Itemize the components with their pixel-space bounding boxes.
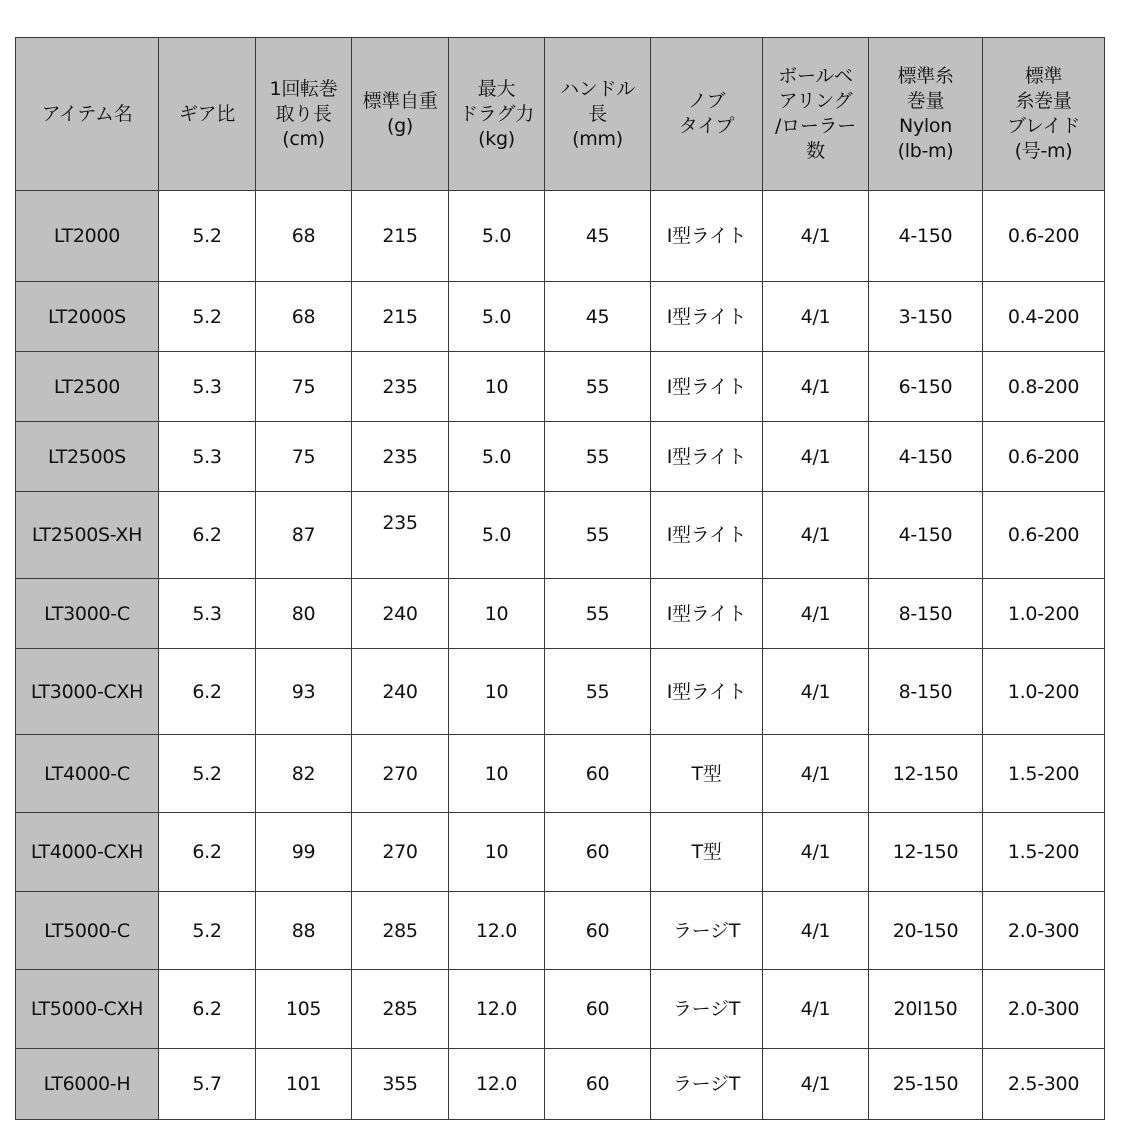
cell-value: LT3000-CXH <box>30 680 144 703</box>
cell-gear-ratio <box>159 492 256 579</box>
cell-handle-length <box>545 492 651 579</box>
cell-value: 68 <box>291 225 316 247</box>
cell-value: 75 <box>291 375 316 398</box>
cell-value: 8-150 <box>898 680 953 703</box>
cell-knob-type <box>651 352 763 422</box>
cell-bearings <box>763 1049 869 1120</box>
item-name-cell <box>16 492 159 579</box>
table-row <box>16 191 1105 282</box>
column-header-line: 標準 <box>1024 65 1063 87</box>
cell-value: 215 <box>382 225 418 247</box>
column-header-line: 糸巻量 <box>1015 90 1072 112</box>
table-row <box>16 1049 1105 1120</box>
cell-value: 235 <box>382 445 418 468</box>
item-name-cell <box>16 579 159 649</box>
cell-max-drag <box>449 492 545 579</box>
cell-value: T型 <box>691 841 722 863</box>
cell-handle-length <box>545 892 651 970</box>
cell-knob-type <box>651 892 763 970</box>
cell-bearings <box>763 191 869 282</box>
cell-value: 4/1 <box>800 524 831 546</box>
cell-bearings <box>763 735 869 813</box>
table-row <box>16 892 1105 970</box>
table-row <box>16 813 1105 892</box>
column-header-line: 取り長 <box>275 102 332 125</box>
cell-knob-type <box>651 191 763 282</box>
cell-value: 355 <box>382 1073 418 1095</box>
cell-value: 1.0-200 <box>1007 602 1080 625</box>
cell-value: 88 <box>291 919 316 942</box>
cell-knob-type <box>651 735 763 813</box>
cell-max-drag <box>449 422 545 492</box>
cell-bearings <box>763 492 869 579</box>
column-header-line: /ローラー <box>775 115 856 137</box>
item-name-cell <box>16 191 159 282</box>
cell-value: 80 <box>291 602 316 625</box>
cell-value: 270 <box>382 841 418 863</box>
table-row <box>16 282 1105 352</box>
cell-bearings <box>763 970 869 1049</box>
cell-value: 4/1 <box>800 1073 831 1095</box>
cell-value: 45 <box>585 225 610 247</box>
cell-handle-length <box>545 813 651 892</box>
cell-weight <box>352 1049 449 1120</box>
cell-value: 5.3 <box>192 602 222 625</box>
table-header <box>16 38 1105 191</box>
column-header-line: Nylon <box>899 115 952 137</box>
cell-value: ラージT <box>672 919 741 942</box>
cell-max-drag <box>449 649 545 735</box>
cell-value: 68 <box>291 305 316 328</box>
column-header-line: 1回転巻 <box>269 77 338 100</box>
cell-value: 82 <box>291 762 316 785</box>
cell-value: 75 <box>291 445 316 468</box>
cell-value: 4/1 <box>800 225 831 247</box>
cell-value: 240 <box>382 602 418 625</box>
cell-handle-length <box>545 579 651 649</box>
cell-value: 2.0-300 <box>1007 919 1080 942</box>
cell-knob-type <box>651 422 763 492</box>
cell-bearings <box>763 352 869 422</box>
cell-value: 4/1 <box>800 919 831 942</box>
cell-knob-type <box>651 579 763 649</box>
column-header-line: 最大 <box>477 77 516 100</box>
cell-value: 5.2 <box>192 305 222 328</box>
cell-value: LT5000-CXH <box>30 998 144 1020</box>
cell-retrieve <box>256 1049 352 1120</box>
cell-nylon-capacity <box>869 579 983 649</box>
cell-max-drag <box>449 813 545 892</box>
cell-value: I型ライト <box>666 375 747 398</box>
cell-gear-ratio <box>159 282 256 352</box>
cell-value: LT2500S <box>48 445 126 468</box>
cell-value: 12.0 <box>475 919 518 942</box>
column-header-line: 巻量 <box>906 90 945 112</box>
cell-braid-capacity <box>983 352 1105 422</box>
cell-gear-ratio <box>159 1049 256 1120</box>
table-row <box>16 352 1105 422</box>
cell-nylon-capacity <box>869 191 983 282</box>
item-name-cell <box>16 649 159 735</box>
cell-handle-length <box>545 352 651 422</box>
cell-value: 105 <box>285 998 322 1020</box>
column-header-max-drag <box>449 38 545 191</box>
cell-weight <box>352 282 449 352</box>
cell-value: 270 <box>382 762 418 785</box>
item-name-cell <box>16 352 159 422</box>
cell-value: 45 <box>585 305 610 328</box>
column-header-knob-type <box>651 38 763 191</box>
cell-braid-capacity <box>983 892 1105 970</box>
cell-value: 55 <box>585 375 610 398</box>
cell-value: 10 <box>484 841 509 863</box>
cell-value: 0.6-200 <box>1007 445 1080 468</box>
cell-value: 6.2 <box>192 524 222 546</box>
cell-gear-ratio <box>159 352 256 422</box>
cell-value: 8-150 <box>898 602 953 625</box>
column-header-line: 長 <box>588 102 607 125</box>
cell-value: I型ライト <box>666 445 747 468</box>
cell-value: LT2500 <box>53 375 121 398</box>
cell-braid-capacity <box>983 970 1105 1049</box>
cell-weight <box>352 492 449 579</box>
item-name-cell <box>16 970 159 1049</box>
cell-gear-ratio <box>159 191 256 282</box>
cell-value: LT4000-C <box>44 762 130 785</box>
table-row <box>16 970 1105 1049</box>
cell-value: LT3000-C <box>44 602 130 625</box>
cell-braid-capacity <box>983 735 1105 813</box>
cell-value: 60 <box>585 998 610 1020</box>
cell-nylon-capacity <box>869 1049 983 1120</box>
cell-value: ラージT <box>672 998 741 1020</box>
cell-value: 5.3 <box>192 445 222 468</box>
cell-value: 5.0 <box>481 225 512 247</box>
cell-value: I型ライト <box>666 305 747 328</box>
cell-gear-ratio <box>159 813 256 892</box>
cell-bearings <box>763 649 869 735</box>
cell-braid-capacity <box>983 282 1105 352</box>
cell-value: 285 <box>382 998 418 1020</box>
cell-max-drag <box>449 735 545 813</box>
cell-bearings <box>763 892 869 970</box>
cell-retrieve <box>256 813 352 892</box>
cell-value: 4/1 <box>800 602 831 625</box>
cell-value: 2.0-300 <box>1007 998 1080 1020</box>
cell-value: LT2000 <box>53 225 121 247</box>
column-header-line: アリング <box>778 90 853 112</box>
reel-spec-table <box>15 37 1105 1120</box>
cell-weight <box>352 352 449 422</box>
cell-weight <box>352 970 449 1049</box>
cell-value: LT5000-C <box>44 919 130 942</box>
cell-value: 4/1 <box>800 305 831 328</box>
cell-nylon-capacity <box>869 892 983 970</box>
cell-value: 285 <box>382 919 418 942</box>
cell-weight <box>352 735 449 813</box>
cell-knob-type <box>651 649 763 735</box>
cell-value: 0.6-200 <box>1007 225 1080 247</box>
cell-value: 5.0 <box>481 305 512 328</box>
column-header-bearings <box>763 38 869 191</box>
column-header-weight <box>352 38 449 191</box>
cell-handle-length <box>545 1049 651 1120</box>
cell-value: 60 <box>585 841 610 863</box>
cell-value: 10 <box>484 602 509 625</box>
table-row <box>16 649 1105 735</box>
cell-max-drag <box>449 282 545 352</box>
cell-max-drag <box>449 1049 545 1120</box>
cell-value: LT6000-H <box>43 1073 131 1095</box>
cell-value: 60 <box>585 919 610 942</box>
cell-value: 12-150 <box>892 841 959 863</box>
cell-knob-type <box>651 1049 763 1120</box>
cell-value: I型ライト <box>666 680 747 703</box>
cell-knob-type <box>651 492 763 579</box>
cell-value: 12.0 <box>475 998 518 1020</box>
cell-weight <box>352 813 449 892</box>
cell-max-drag <box>449 191 545 282</box>
cell-value: LT4000-CXH <box>30 841 144 863</box>
item-name-cell <box>16 735 159 813</box>
cell-weight <box>352 579 449 649</box>
cell-braid-capacity <box>983 649 1105 735</box>
cell-nylon-capacity <box>869 735 983 813</box>
column-header-gear-ratio <box>159 38 256 191</box>
cell-max-drag <box>449 579 545 649</box>
cell-retrieve <box>256 735 352 813</box>
cell-value: 240 <box>382 680 418 703</box>
cell-value: 0.6-200 <box>1007 524 1080 546</box>
cell-knob-type <box>651 813 763 892</box>
cell-retrieve <box>256 352 352 422</box>
column-header-item <box>16 38 159 191</box>
cell-retrieve <box>256 191 352 282</box>
cell-value: 12.0 <box>475 1073 518 1095</box>
cell-value: 5.0 <box>481 445 512 468</box>
column-header-nylon-capacity <box>869 38 983 191</box>
item-name-cell <box>16 422 159 492</box>
cell-value: 1.0-200 <box>1007 680 1080 703</box>
cell-handle-length <box>545 282 651 352</box>
cell-max-drag <box>449 970 545 1049</box>
cell-bearings <box>763 579 869 649</box>
cell-gear-ratio <box>159 892 256 970</box>
cell-value: 6.2 <box>192 841 222 863</box>
cell-value: 4/1 <box>800 762 831 785</box>
cell-gear-ratio <box>159 735 256 813</box>
cell-value: 5.0 <box>481 524 512 546</box>
cell-value: 4/1 <box>800 680 831 703</box>
item-name-cell <box>16 1049 159 1120</box>
cell-gear-ratio <box>159 422 256 492</box>
cell-value: 4/1 <box>800 841 831 863</box>
cell-value: 2.5-300 <box>1007 1073 1080 1095</box>
column-header-line: (lb-m) <box>897 140 954 162</box>
cell-value: 3-150 <box>898 305 953 328</box>
cell-retrieve <box>256 579 352 649</box>
cell-value: 1.5-200 <box>1007 841 1080 863</box>
cell-weight <box>352 191 449 282</box>
cell-value: 4-150 <box>898 445 953 468</box>
cell-value: 12-150 <box>892 762 959 785</box>
cell-value: 5.2 <box>192 225 222 247</box>
cell-nylon-capacity <box>869 970 983 1049</box>
cell-value: 10 <box>484 762 509 785</box>
cell-handle-length <box>545 735 651 813</box>
table-row <box>16 422 1105 492</box>
column-header-line: 標準糸 <box>897 65 954 87</box>
cell-handle-length <box>545 970 651 1049</box>
item-name-cell <box>16 282 159 352</box>
cell-max-drag <box>449 892 545 970</box>
cell-nylon-capacity <box>869 649 983 735</box>
cell-value: 20l150 <box>893 998 958 1020</box>
cell-value: 0.4-200 <box>1007 305 1080 328</box>
cell-value: 55 <box>585 680 610 703</box>
cell-value: 215 <box>382 305 418 328</box>
cell-value: 235 <box>382 375 418 398</box>
cell-gear-ratio <box>159 970 256 1049</box>
cell-retrieve <box>256 970 352 1049</box>
column-header-line: ブレイド <box>1006 115 1081 137</box>
cell-max-drag <box>449 352 545 422</box>
cell-braid-capacity <box>983 813 1105 892</box>
cell-value: 55 <box>585 524 610 546</box>
column-header-line: 標準自重 <box>362 90 438 112</box>
cell-value: 4/1 <box>800 445 831 468</box>
table-row <box>16 492 1105 579</box>
item-name-cell <box>16 813 159 892</box>
column-header-braid-capacity <box>983 38 1105 191</box>
cell-value: 5.2 <box>192 919 222 942</box>
column-header-line: ボールベ <box>778 65 853 87</box>
column-header-line: ノブ <box>687 90 726 112</box>
cell-value: 4-150 <box>898 524 953 546</box>
item-name-cell <box>16 892 159 970</box>
cell-bearings <box>763 813 869 892</box>
column-header-line: (kg) <box>478 127 515 150</box>
cell-value: LT2500S-XH <box>31 524 143 546</box>
cell-nylon-capacity <box>869 492 983 579</box>
cell-gear-ratio <box>159 579 256 649</box>
cell-value: I型ライト <box>666 602 747 625</box>
cell-nylon-capacity <box>869 352 983 422</box>
cell-value: 6.2 <box>192 680 222 703</box>
cell-retrieve <box>256 422 352 492</box>
cell-gear-ratio <box>159 649 256 735</box>
cell-value: 5.3 <box>192 375 222 398</box>
cell-weight <box>352 422 449 492</box>
table-row <box>16 579 1105 649</box>
cell-value: 6-150 <box>898 375 953 398</box>
cell-bearings <box>763 422 869 492</box>
cell-value: 60 <box>585 1073 610 1095</box>
cell-handle-length <box>545 422 651 492</box>
cell-retrieve <box>256 282 352 352</box>
cell-value: LT2000S <box>48 305 126 328</box>
column-header-line: ギア比 <box>178 102 236 125</box>
cell-value: 4/1 <box>800 998 831 1020</box>
cell-nylon-capacity <box>869 813 983 892</box>
column-header-handle-length <box>545 38 651 191</box>
header-row <box>16 38 1105 191</box>
table-row <box>16 735 1105 813</box>
cell-value: 93 <box>291 680 316 703</box>
cell-handle-length <box>545 649 651 735</box>
column-header-line: アイテム名 <box>41 102 133 125</box>
cell-braid-capacity <box>983 492 1105 579</box>
cell-retrieve <box>256 492 352 579</box>
cell-value: 55 <box>585 445 610 468</box>
column-header-line: ハンドル <box>560 77 635 100</box>
table-body <box>16 191 1105 1120</box>
column-header-line: (cm) <box>282 127 325 150</box>
cell-nylon-capacity <box>869 282 983 352</box>
cell-retrieve <box>256 649 352 735</box>
column-header-line: ドラグ力 <box>459 102 534 125</box>
cell-nylon-capacity <box>869 422 983 492</box>
cell-value: 0.8-200 <box>1007 375 1080 398</box>
cell-braid-capacity <box>983 422 1105 492</box>
cell-value: 20-150 <box>892 919 959 942</box>
cell-value: 87 <box>291 524 316 546</box>
column-header-line: (mm) <box>572 127 623 150</box>
cell-value: 5.2 <box>192 762 222 785</box>
cell-knob-type <box>651 282 763 352</box>
cell-value: 4-150 <box>898 225 953 247</box>
column-header-line: 数 <box>806 140 825 162</box>
cell-braid-capacity <box>983 191 1105 282</box>
column-header-retrieve <box>256 38 352 191</box>
column-header-line: (号-m) <box>1014 140 1073 162</box>
cell-value: 25-150 <box>892 1073 959 1095</box>
cell-value: 235 <box>382 512 418 534</box>
cell-value: I型ライト <box>666 524 747 546</box>
cell-value: 10 <box>484 680 509 703</box>
cell-value: 10 <box>484 375 509 398</box>
cell-braid-capacity <box>983 1049 1105 1120</box>
cell-value: T型 <box>691 762 722 785</box>
column-header-line: (g) <box>387 115 413 137</box>
cell-value: 101 <box>285 1073 322 1095</box>
cell-value: 1.5-200 <box>1007 762 1080 785</box>
cell-value: 5.7 <box>192 1073 222 1095</box>
cell-value: 55 <box>585 602 610 625</box>
cell-value: ラージT <box>672 1073 741 1095</box>
cell-knob-type <box>651 970 763 1049</box>
cell-value: 60 <box>585 762 610 785</box>
cell-weight <box>352 892 449 970</box>
cell-value: 6.2 <box>192 998 222 1020</box>
column-header-line: タイプ <box>678 115 735 137</box>
cell-bearings <box>763 282 869 352</box>
cell-weight <box>352 649 449 735</box>
cell-braid-capacity <box>983 579 1105 649</box>
cell-value: 99 <box>291 841 316 863</box>
cell-handle-length <box>545 191 651 282</box>
cell-retrieve <box>256 892 352 970</box>
cell-value: I型ライト <box>666 225 747 247</box>
cell-value: 4/1 <box>800 375 831 398</box>
